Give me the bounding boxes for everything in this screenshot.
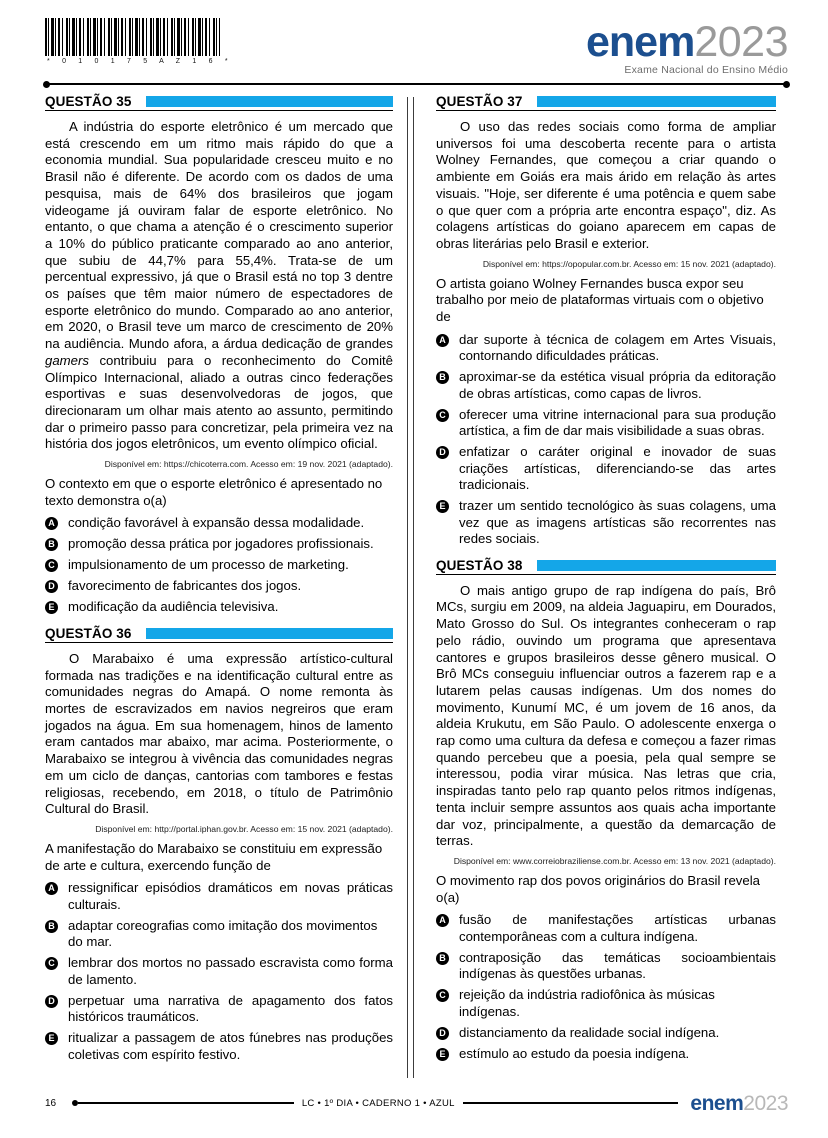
question-header — [436, 94, 776, 111]
alternative-text: aproximar-se da estética visual própria da editoração de obras artísticas, como capas de livros. — [459, 369, 776, 401]
question-accent-bar — [146, 628, 393, 639]
alternative-text: promoção dessa prática por jogadores profissionais. — [68, 536, 374, 552]
alternative-text: distanciamento da realidade social indígena. — [459, 1024, 720, 1040]
alternative-marker[interactable]: C — [436, 409, 449, 422]
footer-center-text: LC • 1º DIA • CADERNO 1 • AZUL — [301, 1097, 455, 1109]
alternative-marker[interactable]: C — [436, 989, 449, 1002]
alternative-option[interactable] — [436, 950, 776, 983]
barcode-block — [45, 18, 285, 65]
alternatives-list — [45, 515, 393, 616]
question-accent-bar — [146, 96, 393, 107]
question-stem: O movimento rap dos povos originários do Brasil revela o(a) — [436, 872, 760, 905]
question-paragraph: O Marabaixo é uma expressão artístico-cultural formada nas tradições e na identificação cultural entre as comunidades negras do Amapá. O nome remonta às mortes de escravizados em navios negreiros que eram jogados na água. Em sua homenagem, hinos de lamento eram cantados mar abaixo, mar acima. Posteriormente, o Marabaixo se integrou à vivência das comunidades negras em um ciclo de danças, cantorias com tambores e festas religiosas, recebendo, em 2018, o título de Patrimônio Cultural do Brasil. — [45, 650, 393, 817]
alternatives-list — [45, 880, 393, 1063]
alternative-marker[interactable]: A — [45, 517, 58, 530]
question-paragraph: A indústria do esporte eletrônico é um mercado que está crescendo em um ritmo mais rápido do que a economia mundial. Sua popularidade cresceu muito e no Brasil não é diferente. De acordo com os dados de uma pesquisa, mais de 64% dos brasileiros que jogam videogame já ouviram falar de esporte eletrônico. No entanto, o que chama a atenção é o crescimento superior a 10% do público praticante comparado ao ano anterior, que subiu de 44,7% para 55,4%. Trata-se de um percentual expressivo, já que o Brasil está no top 3 dentre os países que têm maior número de espectadores de esporte eletrônico do mundo. Comparado ao ano anterior, em 2020, o Brasil teve um marco de crescimento de 20% na audiência. Mundo afora, a árdua dedicação de grandes gamers contribuiu para o reconhecimento do Comitê Olímpico Internacional, aliado a outras cinco federações esportivas e suas desenvolvedoras de jogos, que direcionaram um olhar mais atento ao assunto, permitindo dar o primeiro passo para concretizar, pela primeira vez na história dos jogos eletrônicos, um evento olímpico oficial. — [45, 119, 393, 452]
question-source: Disponível em: http://portal.iphan.gov.br. Acesso em: 15 nov. 2021 (adaptado). — [95, 824, 393, 834]
question-header — [45, 626, 393, 643]
alternative-marker[interactable]: A — [436, 914, 449, 927]
alternative-option[interactable] — [436, 1025, 776, 1042]
alternative-option[interactable] — [45, 557, 393, 574]
content-columns — [45, 94, 788, 1078]
alternative-text: oferecer uma vitrine internacional para sua produção artística, a fim de dar mais visibilidade a suas obras. — [459, 406, 776, 439]
question-paragraph: O uso das redes sociais como forma de ampliar universos foi uma descoberta recente para o artista Wolney Fernandes, que começou a criar quando o ambiente em Goiás era mais árido em relação às artes visuais. "Hoje, ser diferente é uma potência e quem sabe o que quer com a própria arte encontra espaço", diz. As colagens artísticas do goiano aparecem em capas de obras literárias pelo Brasil e exterior. — [436, 119, 776, 251]
alternative-option[interactable] — [45, 515, 393, 532]
question-header — [45, 94, 393, 111]
alternative-marker[interactable]: B — [436, 371, 449, 384]
alternative-marker[interactable]: E — [436, 1048, 449, 1061]
alternative-marker[interactable]: D — [436, 446, 449, 459]
alternative-marker[interactable]: A — [45, 882, 58, 895]
alternative-option[interactable] — [45, 880, 393, 913]
footer-rule-right — [463, 1102, 679, 1104]
alternative-marker[interactable]: A — [436, 334, 449, 347]
footer-page-number: 16 — [45, 1097, 57, 1109]
question-paragraph: O mais antigo grupo de rap indígena do país, Brô MCs, surgiu em 2009, na aldeia Jaguapiru, em Dourados, Mato Grosso do Sul. Os integrantes conheceram o rap pelo rádio, ouvindo um programa que apresentava cantores e grupos brasileiros desse gênero musical. O Brô MCs conseguiu influenciar outros a fazerem rap e a lutarem pelas causas indígenas. Um dos nomes do movimento, Kunumí MC, é um jovem de 16 anos, da aldeia Krukutu, em São Paulo. O adolescente enxerga o rap como uma cultura da defesa e começou a fazer rimas quando percebeu que a poesia, pela qual sempre se interessou, podia virar música. Nas letras que cria, inspiradas tanto pelo rap quanto pelos ritmos indígenas, tenta incluir sempre assuntos aos quais acha importante dar voz, principalmente, a questão da demarcação de terras. — [436, 582, 776, 849]
alternative-text: favorecimento de fabricantes dos jogos. — [68, 578, 302, 594]
alternative-option[interactable] — [45, 993, 393, 1026]
alternative-text: dar suporte à técnica de colagem em Artes Visuais, contornando dificuldades práticas. — [459, 331, 776, 364]
footer-logo-name: enem — [690, 1091, 744, 1115]
alternative-text: lembrar dos mortos no passado escravista como forma de lamento. — [68, 955, 393, 987]
alternative-marker[interactable]: C — [45, 559, 58, 572]
question-stem: O artista goiano Wolney Fernandes busca expor seu trabalho por meio de plataformas virtuais com o objetivo de — [436, 275, 764, 325]
barcode-digits: * 0 1 0 1 7 5 A Z 1 6 * — [47, 58, 233, 65]
alternative-option[interactable] — [436, 1046, 776, 1063]
alternative-text: trazer um sentido tecnológico às suas colagens, uma vez que as imagens artísticas são recorrentes nas redes sociais. — [459, 498, 776, 547]
alternative-text: rejeição da indústria radiofônica às músicas indígenas. — [459, 987, 715, 1019]
alternative-text: condição favorável à expansão dessa modalidade. — [68, 515, 365, 531]
alternative-option[interactable] — [45, 536, 393, 553]
enem-logo-subtitle: Exame Nacional do Ensino Médio — [624, 63, 788, 76]
alternative-option[interactable] — [45, 599, 393, 616]
alternative-option[interactable] — [436, 369, 776, 402]
question-label: QUESTÃO 35 — [45, 94, 132, 109]
alternative-text: estímulo ao estudo da poesia indígena. — [459, 1045, 690, 1061]
alternative-option[interactable] — [436, 332, 776, 365]
alternative-option[interactable] — [436, 912, 776, 945]
question-stem: O contexto em que o esporte eletrônico é apresentado no texto demonstra o(a) — [45, 476, 383, 508]
alternative-text: modificação da audiência televisiva. — [68, 599, 279, 615]
alternative-marker[interactable]: E — [436, 500, 449, 513]
alternative-text: ressignificar episódios dramáticos em novas práticas culturais. — [68, 880, 393, 912]
alternative-option[interactable] — [45, 955, 393, 988]
alternative-text: adaptar coreografias como imitação dos movimentos do mar. — [68, 917, 378, 950]
page-header — [0, 0, 828, 90]
question-accent-bar — [537, 560, 776, 571]
alternative-text: fusão de manifestações artísticas urbanas contemporâneas com a cultura indígena. — [459, 912, 776, 944]
enem-logo-name: enem — [585, 18, 695, 66]
alternative-option[interactable] — [436, 498, 776, 548]
header-divider-rule — [45, 83, 788, 85]
alternative-marker[interactable]: E — [45, 601, 58, 614]
alternative-marker[interactable]: B — [45, 538, 58, 551]
enem-logo-text — [585, 18, 788, 66]
alternative-marker[interactable]: B — [45, 920, 58, 933]
left-column — [45, 94, 403, 1078]
alternatives-list — [436, 332, 776, 548]
alternative-option[interactable] — [45, 918, 393, 951]
question-label: QUESTÃO 37 — [436, 94, 523, 109]
alternative-option[interactable] — [45, 1030, 393, 1063]
column-divider — [407, 97, 414, 1078]
alternative-marker[interactable]: D — [436, 1027, 449, 1040]
alternative-marker[interactable]: D — [45, 995, 58, 1008]
alternative-text: perpetuar uma narrativa de apagamento dos fatos históricos traumáticos. — [68, 992, 393, 1025]
right-column — [418, 94, 776, 1078]
alternative-option[interactable] — [436, 407, 776, 440]
page-footer — [45, 1090, 788, 1116]
footer-rule — [72, 1098, 678, 1109]
alternative-marker[interactable]: C — [45, 957, 58, 970]
question-source: Disponível em: https://opopular.com.br. Acesso em: 15 nov. 2021 (adaptado). — [482, 258, 776, 269]
question-label: QUESTÃO 38 — [436, 557, 523, 573]
alternative-text: contraposição das temáticas socioambientais indígenas às questões urbanas. — [459, 949, 776, 982]
alternative-text: enfatizar o caráter original e inovador de suas criações artísticas, diferenciando-se das artes tradicionais. — [459, 444, 776, 493]
alternative-option[interactable] — [436, 444, 776, 494]
alternative-marker[interactable]: D — [45, 580, 58, 593]
alternative-marker[interactable]: B — [436, 952, 449, 965]
alternative-text: impulsionamento de um processo de marketing. — [68, 557, 349, 573]
alternative-marker[interactable]: E — [45, 1032, 58, 1045]
barcode-image — [45, 18, 220, 56]
alternative-text: ritualizar a passagem de atos fúnebres nas produções coletivas com espírito festivo. — [68, 1030, 393, 1062]
alternative-option[interactable] — [436, 987, 776, 1020]
enem-logo — [586, 18, 788, 76]
enem-logo-year: 2023 — [694, 18, 788, 66]
question-accent-bar — [537, 96, 776, 107]
question-source: Disponível em: www.correiobraziliense.com.br. Acesso em: 13 nov. 2021 (adaptado). — [453, 855, 776, 866]
question-label: QUESTÃO 36 — [45, 625, 132, 641]
footer-logo-year: 2023 — [743, 1091, 788, 1115]
question-header — [436, 558, 776, 575]
alternatives-list — [436, 912, 776, 1062]
alternative-option[interactable] — [45, 578, 393, 595]
question-stem: A manifestação do Marabaixo se constituiu em expressão de arte e cultura, exercendo função de — [45, 841, 383, 873]
question-source: Disponível em: https://chicoterra.com. Acesso em: 19 nov. 2021 (adaptado). — [104, 459, 393, 470]
footer-rule-left — [78, 1102, 294, 1104]
footer-enem-logo — [690, 1093, 788, 1114]
